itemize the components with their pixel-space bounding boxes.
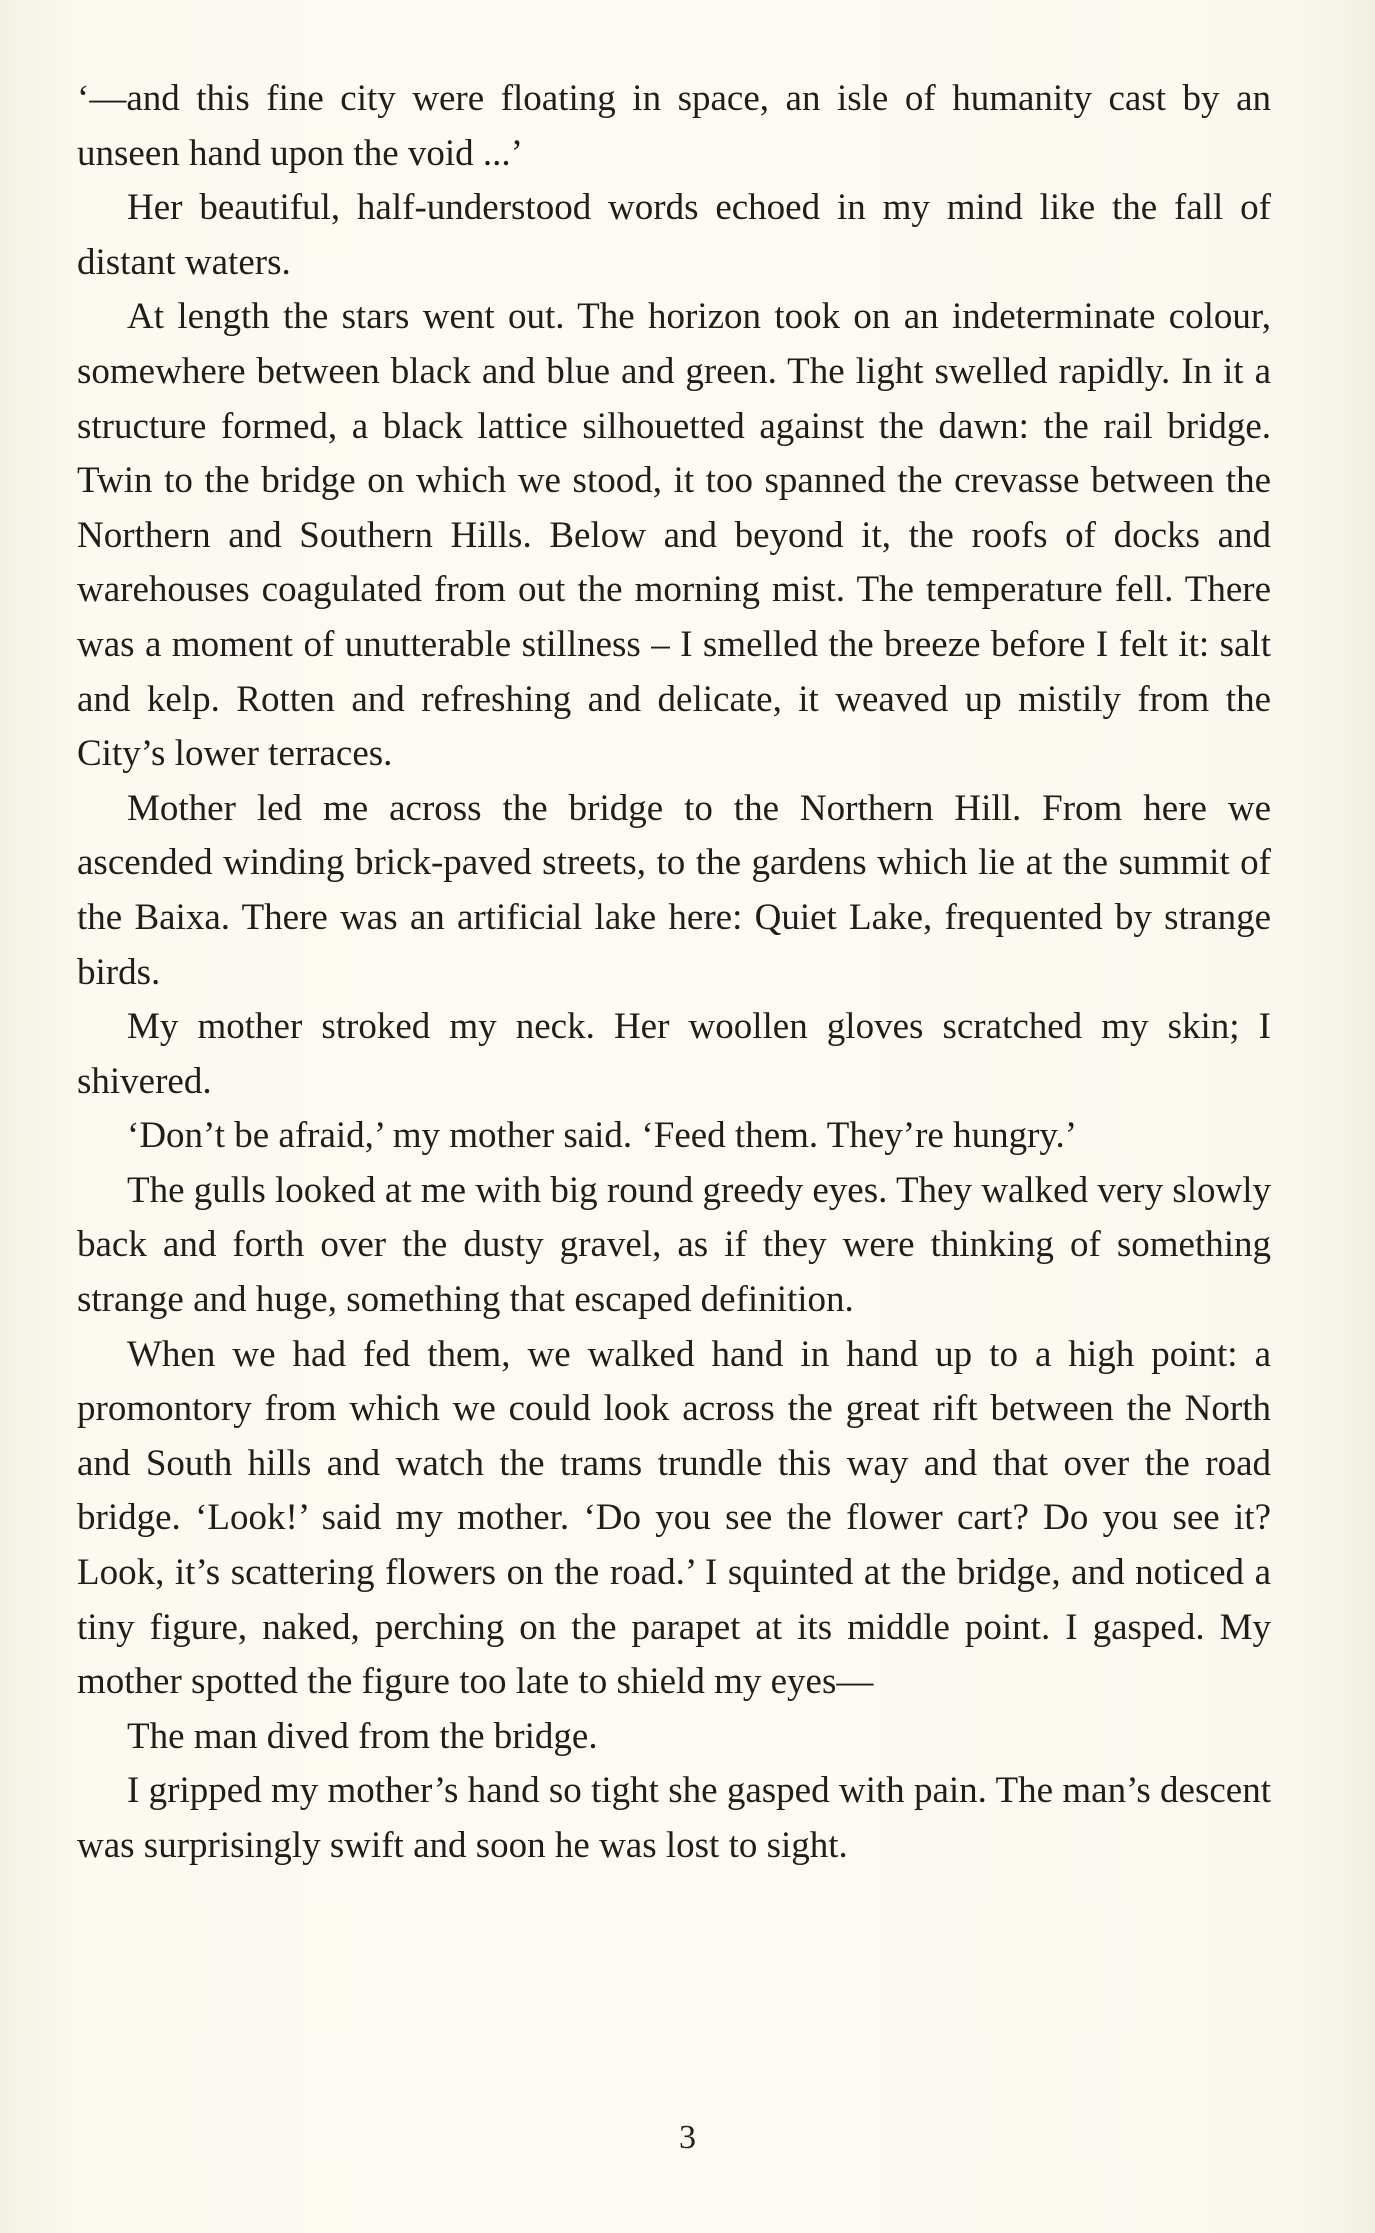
body-text — [77, 72, 1271, 1874]
paragraph: The gulls looked at me with big round greedy eyes. They walked very slowly back and forth over the dusty gravel, as if they were thinking of something strange and huge, something that escaped definition. — [77, 1169, 1272, 1321]
paragraph: Her beautiful, half-understood words echoed in my mind like the fall of distant waters. — [77, 187, 1271, 283]
page-number: 3 — [679, 2119, 696, 2156]
paragraph: I gripped my mother’s hand so tight she gasped with pain. The man’s descent was surprisingly swift and soon he was lost to sight. — [77, 1770, 1271, 1866]
paragraph: At length the stars went out. The horizon took on an indeterminate colour, somewhere between black and blue and green. The light swelled rapidly. In it a structure formed, a black lattice silhouetted against the dawn: the rail bridge. Twin to the bridge on which we stood, it too spanned the crevasse between the Northern and Southern Hills. Below and beyond it, the roofs of docks and warehouses coagulated from out the morning mist. The temperature fell. There was a moment of unutterable stillness – I smelled the breeze before I felt it: salt and kelp. Rotten and refreshing and delicate, it weaved up mistily from the City’s lower terraces. — [77, 296, 1271, 775]
paragraph: My mother stroked my neck. Her woollen gloves scratched my skin; I shivered. — [77, 1006, 1271, 1102]
paragraph: ‘Don’t be afraid,’ my mother said. ‘Feed them. They’re hungry.’ — [127, 1115, 1078, 1157]
paragraph: ‘—and this fine city were floating in space, an isle of humanity cast by an unseen hand upon the void ...’ — [77, 78, 1271, 174]
paragraph: Mother led me across the bridge to the Northern Hill. From here we ascended winding brick-paved streets, to the gardens which lie at the summit of the Baixa. There was an artificial lake here: Quiet Lake, frequented by strange birds. — [77, 787, 1271, 993]
paragraph: The man dived from the bridge. — [127, 1715, 598, 1757]
paragraph: When we had fed them, we walked hand in hand up to a high point: a promontory from which we could look across the great rift between the North and South hills and watch the trams trundle this way and that over the road bridge. ‘Look!’ said my mother. ‘Do you see the flower cart? Do you see it? Look, it’s scattering flowers on the road.’ I squinted at the bridge, and noticed a tiny figure, naked, perching on the parapet at its middle point. I gasped. My mother spotted the figure too late to shield my eyes— — [77, 1333, 1271, 1703]
